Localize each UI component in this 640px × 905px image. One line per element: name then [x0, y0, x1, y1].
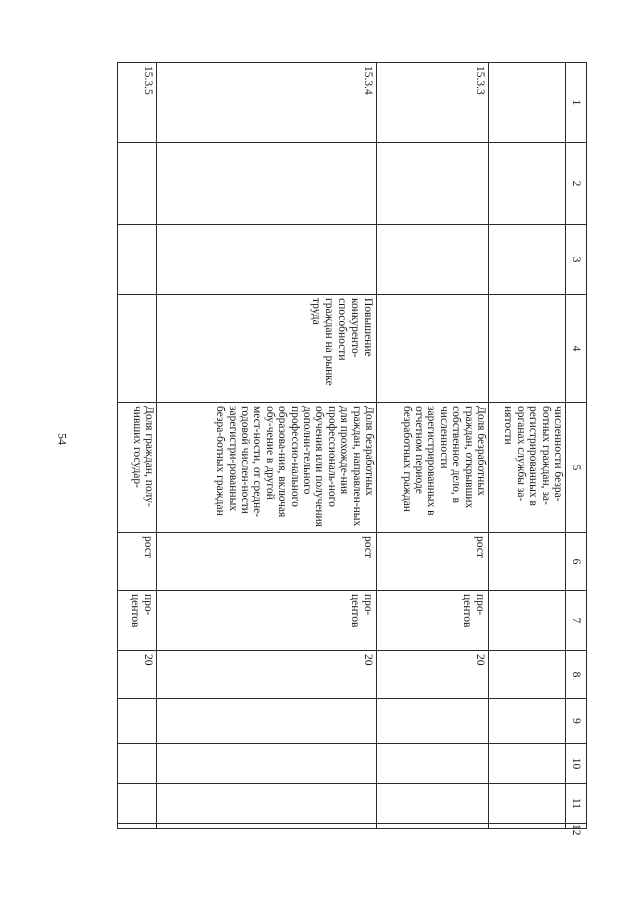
unit-cell: про-центов — [157, 591, 377, 651]
empty-cell — [377, 744, 489, 784]
table-row — [157, 63, 377, 829]
page-number: 54 — [55, 433, 70, 445]
direction-cell: рост — [118, 533, 157, 591]
column-header: 11 — [566, 784, 587, 824]
empty-cell — [118, 143, 157, 225]
indicators-table — [117, 62, 587, 836]
empty-cell — [489, 699, 566, 744]
column-header: 12 — [566, 824, 587, 829]
empty-cell — [157, 143, 377, 225]
direction-cell: рост — [377, 533, 489, 591]
goal-cell — [489, 295, 566, 403]
empty-cell — [118, 699, 157, 744]
empty-cell — [489, 824, 566, 829]
column-header: 9 — [566, 699, 587, 744]
empty-cell — [377, 784, 489, 824]
value-cell — [489, 651, 566, 699]
column-header: 2 — [566, 143, 587, 225]
unit-cell: про-центов — [118, 591, 157, 651]
unit-cell — [489, 591, 566, 651]
goal-cell: Повышение конкуренто-способности граждан на рынке труда — [157, 295, 377, 403]
direction-cell — [489, 533, 566, 591]
goal-cell — [377, 295, 489, 403]
empty-cell — [377, 824, 489, 829]
column-header: 4 — [566, 295, 587, 403]
empty-cell — [157, 784, 377, 824]
empty-cell — [489, 143, 566, 225]
code-cell: 15.3.3 — [377, 63, 489, 143]
empty-cell — [377, 225, 489, 295]
table-row — [118, 63, 157, 829]
indicator-cell: численности безра-ботных граждан, за-регистрированных в органах службы за-нятости — [489, 403, 566, 533]
empty-cell — [377, 699, 489, 744]
value-cell: 20 — [157, 651, 377, 699]
empty-cell — [157, 699, 377, 744]
code-cell — [489, 63, 566, 143]
empty-cell — [118, 824, 157, 829]
empty-cell — [489, 744, 566, 784]
empty-cell — [489, 784, 566, 824]
empty-cell — [489, 225, 566, 295]
goal-cell — [118, 295, 157, 403]
empty-cell — [157, 824, 377, 829]
column-header: 3 — [566, 225, 587, 295]
value-cell: 20 — [377, 651, 489, 699]
indicator-cell: Доля безработных граждан, направлен-ных для прохожде-ния профессиональ-ного обучения или получения дополни-тельного профессио-нального образова-ния, включая обу-чение в другой мест-ности, от средне-годовой числен-ности зарегистри-рованных безра-ботных граждан — [157, 403, 377, 533]
table-row — [377, 63, 489, 829]
column-header: 1 — [566, 63, 587, 143]
code-cell: 15.3.4 — [157, 63, 377, 143]
column-header: 5 — [566, 403, 587, 533]
empty-cell — [118, 784, 157, 824]
column-header: 7 — [566, 591, 587, 651]
column-header: 10 — [566, 744, 587, 784]
empty-cell — [157, 225, 377, 295]
table-row — [489, 63, 566, 829]
empty-cell — [118, 744, 157, 784]
unit-cell: про-центов — [377, 591, 489, 651]
indicator-cell: Доля безработных граждан, открывших собственное дело, в численности зарегистрированных в отчетном периоде безработных граждан — [377, 403, 489, 533]
code-cell: 15.3.5 — [118, 63, 157, 143]
empty-cell — [118, 225, 157, 295]
rotated-table-container — [117, 62, 587, 836]
indicator-cell: Доля граждан, полу-чивших государ- — [118, 403, 157, 533]
empty-cell — [377, 143, 489, 225]
direction-cell: рост — [157, 533, 377, 591]
empty-cell — [157, 744, 377, 784]
column-number-row — [566, 63, 587, 829]
column-header: 6 — [566, 533, 587, 591]
column-header: 8 — [566, 651, 587, 699]
value-cell: 20 — [118, 651, 157, 699]
